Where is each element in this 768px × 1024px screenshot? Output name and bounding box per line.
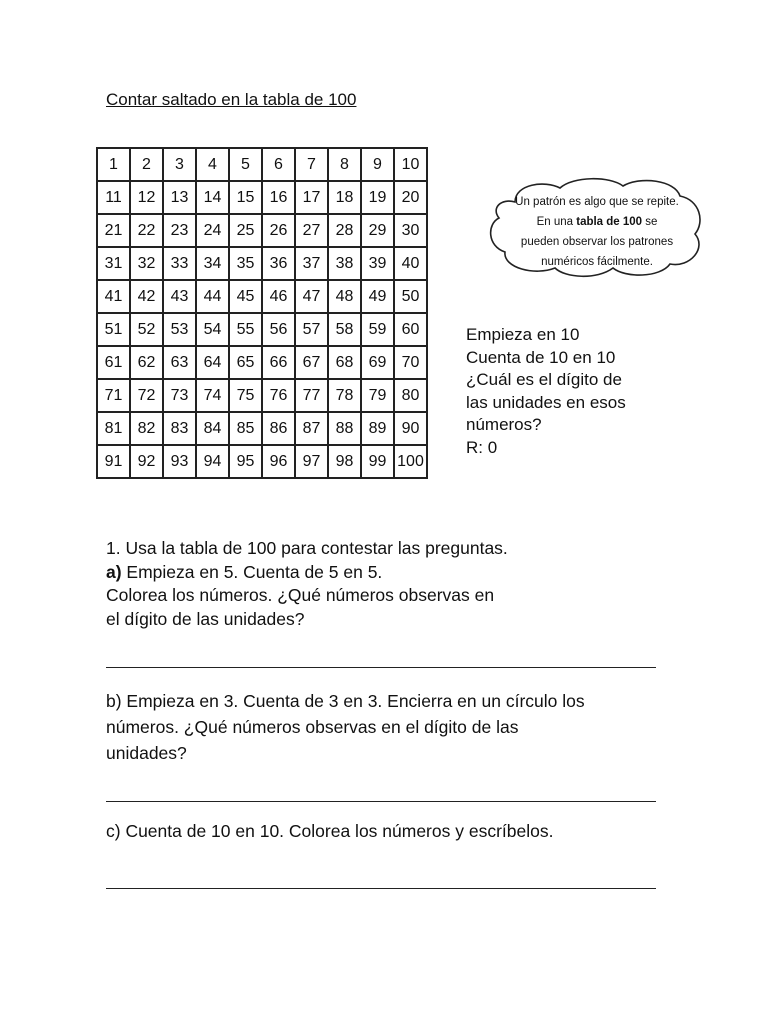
question-b-line-1: b) Empieza en 3. Cuenta de 3 en 3. Encierra en un círculo los bbox=[106, 691, 585, 711]
number-cell[interactable]: 98 bbox=[328, 445, 361, 478]
number-cell[interactable]: 19 bbox=[361, 181, 394, 214]
number-cell[interactable]: 11 bbox=[97, 181, 130, 214]
cloud-line-2-post: se bbox=[642, 216, 658, 228]
number-cell[interactable]: 52 bbox=[130, 313, 163, 346]
cloud-line-2-pre: En una bbox=[536, 216, 577, 228]
table-row bbox=[97, 148, 427, 181]
table-row bbox=[97, 214, 427, 247]
number-cell[interactable]: 42 bbox=[130, 280, 163, 313]
cloud-text bbox=[497, 192, 697, 272]
number-cell[interactable]: 8 bbox=[328, 148, 361, 181]
number-cell[interactable]: 66 bbox=[262, 346, 295, 379]
number-cell[interactable]: 62 bbox=[130, 346, 163, 379]
answer-line-a[interactable] bbox=[106, 667, 656, 668]
number-cell[interactable]: 48 bbox=[328, 280, 361, 313]
question-a-line-3: el dígito de las unidades? bbox=[106, 608, 305, 629]
number-cell[interactable]: 64 bbox=[196, 346, 229, 379]
example-answer: R: 0 bbox=[466, 437, 498, 457]
number-cell[interactable]: 54 bbox=[196, 313, 229, 346]
number-cell[interactable]: 24 bbox=[196, 214, 229, 247]
number-cell[interactable]: 18 bbox=[328, 181, 361, 214]
number-cell[interactable]: 29 bbox=[361, 214, 394, 247]
number-cell[interactable]: 76 bbox=[262, 379, 295, 412]
number-cell[interactable]: 37 bbox=[295, 247, 328, 280]
number-cell[interactable]: 57 bbox=[295, 313, 328, 346]
number-cell[interactable]: 65 bbox=[229, 346, 262, 379]
question-a-line-1 bbox=[106, 561, 508, 585]
cloud-line-2 bbox=[497, 212, 697, 232]
number-cell[interactable]: 70 bbox=[394, 346, 427, 379]
example-line: Cuenta de 10 en 10 bbox=[466, 347, 616, 367]
number-cell[interactable]: 53 bbox=[163, 313, 196, 346]
number-cell[interactable]: 58 bbox=[328, 313, 361, 346]
number-cell[interactable]: 77 bbox=[295, 379, 328, 412]
number-cell[interactable]: 13 bbox=[163, 181, 196, 214]
number-cell[interactable]: 83 bbox=[163, 412, 196, 445]
number-cell[interactable]: 69 bbox=[361, 346, 394, 379]
number-cell[interactable]: 67 bbox=[295, 346, 328, 379]
number-cell[interactable]: 72 bbox=[130, 379, 163, 412]
example-line: ¿Cuál es el dígito de bbox=[466, 370, 622, 389]
number-cell[interactable]: 39 bbox=[361, 247, 394, 280]
question-b bbox=[106, 688, 585, 766]
number-cell[interactable]: 46 bbox=[262, 280, 295, 313]
table-row bbox=[97, 379, 427, 412]
table-row bbox=[97, 181, 427, 214]
number-cell[interactable]: 55 bbox=[229, 313, 262, 346]
question-c bbox=[106, 820, 553, 844]
number-cell[interactable]: 86 bbox=[262, 412, 295, 445]
number-cell[interactable]: 90 bbox=[394, 412, 427, 445]
number-cell[interactable]: 93 bbox=[163, 445, 196, 478]
cloud-line-4: numéricos fácilmente. bbox=[541, 256, 653, 268]
number-cell[interactable]: 74 bbox=[196, 379, 229, 412]
number-cell[interactable]: 32 bbox=[130, 247, 163, 280]
table-row bbox=[97, 412, 427, 445]
number-cell[interactable]: 14 bbox=[196, 181, 229, 214]
number-cell[interactable]: 75 bbox=[229, 379, 262, 412]
number-cell[interactable]: 41 bbox=[97, 280, 130, 313]
example-line: números? bbox=[466, 415, 542, 434]
number-cell[interactable]: 82 bbox=[130, 412, 163, 445]
number-cell[interactable]: 89 bbox=[361, 412, 394, 445]
number-cell[interactable]: 34 bbox=[196, 247, 229, 280]
number-cell[interactable]: 63 bbox=[163, 346, 196, 379]
question-a-label: a) bbox=[106, 561, 122, 582]
number-cell[interactable]: 49 bbox=[361, 280, 394, 313]
example-line: Empieza en 10 bbox=[466, 325, 580, 344]
number-cell[interactable]: 25 bbox=[229, 214, 262, 247]
number-cell[interactable]: 30 bbox=[394, 214, 427, 247]
number-cell[interactable]: 12 bbox=[130, 181, 163, 214]
thought-cloud bbox=[485, 172, 707, 282]
example-box bbox=[466, 324, 626, 459]
table-row bbox=[97, 445, 427, 478]
example-line: las unidades en esos bbox=[466, 392, 626, 412]
number-cell[interactable]: 10 bbox=[394, 148, 427, 181]
number-cell[interactable]: 50 bbox=[394, 280, 427, 313]
number-cell[interactable]: 9 bbox=[361, 148, 394, 181]
number-cell[interactable]: 87 bbox=[295, 412, 328, 445]
number-cell[interactable]: 43 bbox=[163, 280, 196, 313]
number-cell[interactable]: 84 bbox=[196, 412, 229, 445]
number-cell[interactable]: 45 bbox=[229, 280, 262, 313]
number-cell[interactable]: 7 bbox=[295, 148, 328, 181]
number-cell[interactable]: 22 bbox=[130, 214, 163, 247]
number-cell[interactable]: 16 bbox=[262, 181, 295, 214]
question-a-line-2: Colorea los números. ¿Qué números observas en bbox=[106, 585, 495, 605]
number-cell[interactable]: 27 bbox=[295, 214, 328, 247]
number-cell[interactable]: 20 bbox=[394, 181, 427, 214]
number-cell[interactable]: 26 bbox=[262, 214, 295, 247]
question-a-text: Empieza en 5. Cuenta de 5 en 5. bbox=[121, 561, 383, 582]
question-b-line-2: números. ¿Qué números observas en el dígito de las bbox=[106, 717, 519, 737]
answer-line-c[interactable] bbox=[106, 888, 656, 889]
number-cell[interactable]: 2 bbox=[130, 148, 163, 181]
number-cell[interactable]: 44 bbox=[196, 280, 229, 313]
table-row bbox=[97, 346, 427, 379]
number-cell[interactable]: 28 bbox=[328, 214, 361, 247]
number-cell[interactable]: 81 bbox=[97, 412, 130, 445]
number-cell[interactable]: 60 bbox=[394, 313, 427, 346]
number-cell[interactable]: 99 bbox=[361, 445, 394, 478]
number-cell[interactable]: 78 bbox=[328, 379, 361, 412]
number-cell[interactable]: 40 bbox=[394, 247, 427, 280]
number-cell[interactable]: 85 bbox=[229, 412, 262, 445]
number-cell[interactable]: 3 bbox=[163, 148, 196, 181]
number-cell[interactable]: 31 bbox=[97, 247, 130, 280]
hundred-chart-table bbox=[96, 147, 428, 479]
number-cell[interactable]: 6 bbox=[262, 148, 295, 181]
answer-line-b[interactable] bbox=[106, 801, 656, 802]
question-1 bbox=[106, 537, 508, 631]
number-cell[interactable]: 35 bbox=[229, 247, 262, 280]
number-cell[interactable]: 96 bbox=[262, 445, 295, 478]
number-cell[interactable]: 1 bbox=[97, 148, 130, 181]
number-cell[interactable]: 92 bbox=[130, 445, 163, 478]
number-cell[interactable]: 91 bbox=[97, 445, 130, 478]
number-cell[interactable]: 33 bbox=[163, 247, 196, 280]
number-cell[interactable]: 59 bbox=[361, 313, 394, 346]
question-1-intro: 1. Usa la tabla de 100 para contestar las preguntas. bbox=[106, 538, 508, 558]
cloud-line-3: pueden observar los patrones bbox=[520, 236, 674, 248]
number-cell[interactable]: 36 bbox=[262, 247, 295, 280]
number-cell[interactable]: 94 bbox=[196, 445, 229, 478]
number-cell[interactable]: 68 bbox=[328, 346, 361, 379]
page-title: Contar saltado en la tabla de 100 bbox=[106, 90, 357, 109]
number-cell[interactable]: 51 bbox=[97, 313, 130, 346]
number-cell[interactable]: 71 bbox=[97, 379, 130, 412]
number-cell[interactable]: 73 bbox=[163, 379, 196, 412]
number-cell[interactable]: 23 bbox=[163, 214, 196, 247]
number-cell[interactable]: 17 bbox=[295, 181, 328, 214]
table-row bbox=[97, 247, 427, 280]
number-cell[interactable]: 79 bbox=[361, 379, 394, 412]
number-cell[interactable]: 61 bbox=[97, 346, 130, 379]
table-row bbox=[97, 280, 427, 313]
number-cell[interactable]: 5 bbox=[229, 148, 262, 181]
number-cell[interactable]: 38 bbox=[328, 247, 361, 280]
number-cell[interactable]: 80 bbox=[394, 379, 427, 412]
table-row bbox=[97, 313, 427, 346]
cloud-line-2-bold: tabla de 100 bbox=[576, 216, 643, 228]
number-cell[interactable]: 100 bbox=[394, 445, 427, 478]
question-c-line-1: c) Cuenta de 10 en 10. Colorea los números y escríbelos. bbox=[106, 821, 554, 841]
number-cell[interactable]: 95 bbox=[229, 445, 262, 478]
number-cell[interactable]: 15 bbox=[229, 181, 262, 214]
number-cell[interactable]: 47 bbox=[295, 280, 328, 313]
question-b-line-3: unidades? bbox=[106, 743, 187, 763]
number-cell[interactable]: 88 bbox=[328, 412, 361, 445]
number-cell[interactable]: 97 bbox=[295, 445, 328, 478]
cloud-line-1: Un patrón es algo que se repite. bbox=[515, 196, 679, 208]
number-cell[interactable]: 56 bbox=[262, 313, 295, 346]
number-cell[interactable]: 21 bbox=[97, 214, 130, 247]
number-cell[interactable]: 4 bbox=[196, 148, 229, 181]
